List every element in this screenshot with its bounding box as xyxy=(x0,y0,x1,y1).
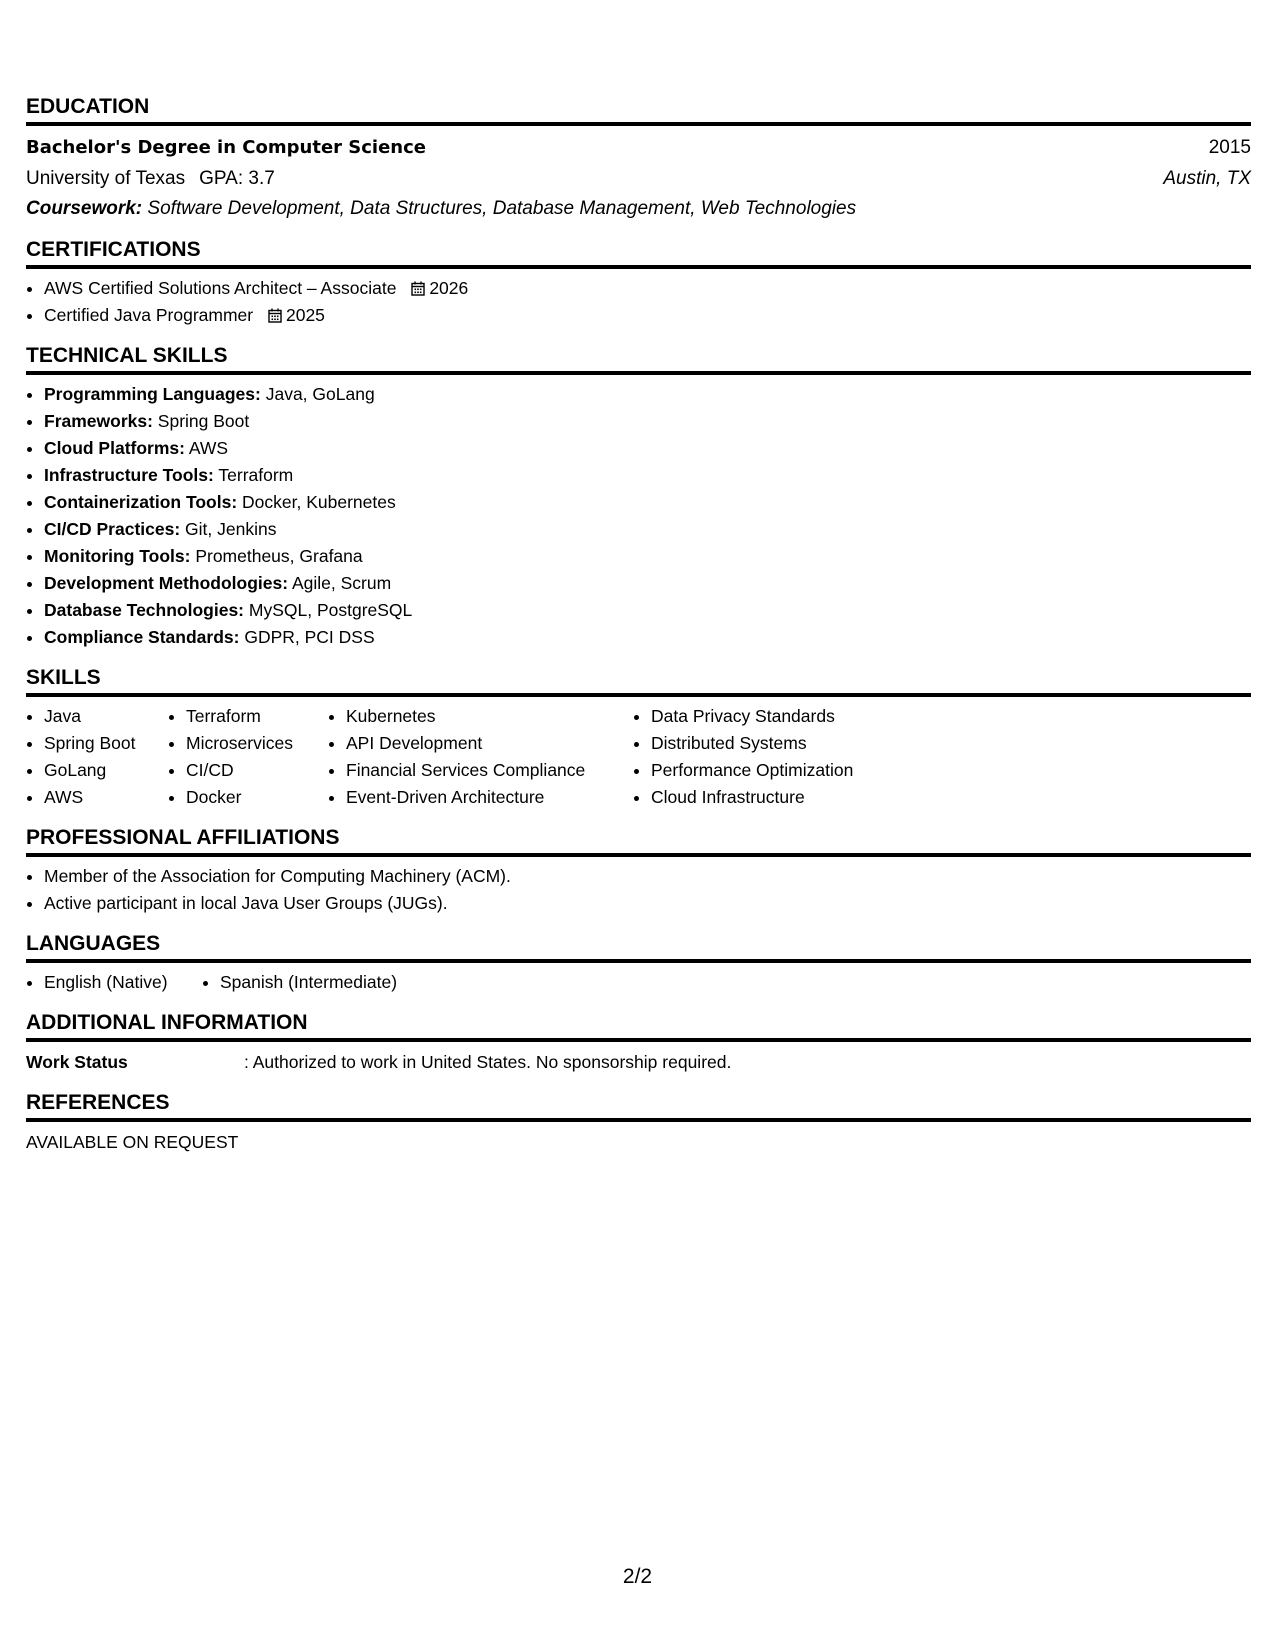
certifications-list xyxy=(26,275,1251,329)
certification-year: 2026 xyxy=(429,278,469,298)
technical-skills-section xyxy=(26,343,1251,651)
list-item: • Microservices xyxy=(186,730,328,757)
list-item: • Kubernetes xyxy=(346,703,633,730)
additional-info-heading: ADDITIONAL INFORMATION xyxy=(26,1010,1251,1042)
technical-skills-list xyxy=(26,381,1251,651)
list-item xyxy=(44,597,1251,624)
skill-category: Development Methodologies: xyxy=(44,573,289,593)
degree-year: 2015 xyxy=(1208,137,1251,158)
skill-values: Git, Jenkins xyxy=(180,519,277,539)
skill-category: Compliance Standards: xyxy=(44,627,240,647)
list-item xyxy=(44,462,1251,489)
list-item: • CI/CD xyxy=(186,757,328,784)
list-item: • Distributed Systems xyxy=(651,730,911,757)
education-section xyxy=(26,94,1251,223)
school-name: University of Texas xyxy=(26,168,186,189)
list-item: • Member of the Association for Computing Machinery (ACM). xyxy=(44,863,1251,890)
list-item: • Active participant in local Java User Groups (JUGs). xyxy=(44,890,1251,917)
references-section xyxy=(26,1090,1251,1156)
references-text: AVAILABLE ON REQUEST xyxy=(26,1132,239,1152)
list-item: • Java xyxy=(44,703,168,730)
coursework-text: Software Development, Data Structures, Database Management, Web Technologies xyxy=(142,198,857,219)
list-item: • Docker xyxy=(186,784,328,811)
skill-category: Programming Languages: xyxy=(44,384,261,404)
school-location: Austin, TX xyxy=(1163,168,1251,189)
skill-values: AWS xyxy=(184,438,229,458)
skills-column-4 xyxy=(633,703,911,811)
list-item: • Terraform xyxy=(186,703,328,730)
calendar-icon xyxy=(411,281,425,296)
list-item: • Event-Driven Architecture xyxy=(346,784,633,811)
coursework-label: Coursework: xyxy=(26,198,143,219)
additional-info-section xyxy=(26,1010,1251,1076)
skill-category: Frameworks: xyxy=(44,411,153,431)
page-number: 2/2 xyxy=(622,1565,653,1588)
list-item xyxy=(44,624,1251,651)
skill-values: Docker, Kubernetes xyxy=(237,492,396,512)
affiliations-list xyxy=(26,863,1251,917)
skill-values: Prometheus, Grafana xyxy=(190,546,363,566)
list-item: • Performance Optimization xyxy=(651,757,911,784)
degree-title: Bachelor's Degree in Computer Science xyxy=(26,137,426,158)
school-info xyxy=(26,163,275,194)
skills-column-1 xyxy=(26,703,168,811)
work-status-row xyxy=(26,1048,1251,1076)
list-item xyxy=(44,435,1251,462)
skill-category: Database Technologies: xyxy=(44,600,245,620)
list-item xyxy=(44,570,1251,597)
resume-page xyxy=(26,94,1251,1170)
certifications-heading: CERTIFICATIONS xyxy=(26,237,1251,269)
list-item: • Data Privacy Standards xyxy=(651,703,911,730)
skill-values: Terraform xyxy=(213,465,294,485)
skill-category: Infrastructure Tools: xyxy=(44,465,214,485)
skills-column-2 xyxy=(168,703,328,811)
work-status-value: : Authorized to work in United States. No sponsorship required. xyxy=(244,1052,732,1072)
list-item xyxy=(44,543,1251,570)
list-item xyxy=(44,408,1251,435)
list-item xyxy=(44,516,1251,543)
skill-category: CI/CD Practices: xyxy=(44,519,181,539)
list-item: • API Development xyxy=(346,730,633,757)
list-item: • Cloud Infrastructure xyxy=(651,784,911,811)
list-item xyxy=(44,275,1251,302)
education-heading: EDUCATION xyxy=(26,94,1251,126)
calendar-icon xyxy=(268,308,282,323)
affiliations-section xyxy=(26,825,1251,917)
list-item: • AWS xyxy=(44,784,168,811)
school-gpa: GPA: 3.7 xyxy=(199,168,275,189)
certification-name: AWS Certified Solutions Architect – Associate xyxy=(44,278,397,298)
skill-category: Cloud Platforms: xyxy=(44,438,185,458)
certifications-section xyxy=(26,237,1251,329)
coursework-line xyxy=(26,194,1251,223)
list-item: • Spanish (Intermediate) xyxy=(220,969,397,996)
skill-category: Containerization Tools: xyxy=(44,492,238,512)
languages-list xyxy=(26,969,1251,996)
language-column-2 xyxy=(202,969,397,996)
skill-values: Java, GoLang xyxy=(260,384,375,404)
list-item: • Spring Boot xyxy=(44,730,168,757)
affiliations-heading: PROFESSIONAL AFFILIATIONS xyxy=(26,825,1251,857)
skills-column-3 xyxy=(328,703,633,811)
education-degree-row xyxy=(26,132,1251,163)
languages-heading: LANGUAGES xyxy=(26,931,1251,963)
list-item: • Financial Services Compliance xyxy=(346,757,633,784)
skills-section xyxy=(26,665,1251,811)
language-column-1 xyxy=(26,969,202,996)
list-item xyxy=(44,381,1251,408)
list-item: • GoLang xyxy=(44,757,168,784)
work-status-label: Work Status xyxy=(26,1052,128,1072)
certification-name: Certified Java Programmer xyxy=(44,305,254,325)
references-heading: REFERENCES xyxy=(26,1090,1251,1122)
languages-section xyxy=(26,931,1251,996)
skills-grid xyxy=(26,703,1251,811)
skill-category: Monitoring Tools: xyxy=(44,546,191,566)
skill-values: Spring Boot xyxy=(152,411,250,431)
skills-heading: SKILLS xyxy=(26,665,1251,697)
skill-values: GDPR, PCI DSS xyxy=(239,627,375,647)
certification-year: 2025 xyxy=(285,305,325,325)
skill-values: MySQL, PostgreSQL xyxy=(244,600,413,620)
list-item xyxy=(44,302,1251,329)
technical-skills-heading: TECHNICAL SKILLS xyxy=(26,343,1251,375)
education-school-row xyxy=(26,163,1251,194)
list-item xyxy=(44,489,1251,516)
list-item: • English (Native) xyxy=(44,969,202,996)
skill-values: Agile, Scrum xyxy=(288,573,392,593)
